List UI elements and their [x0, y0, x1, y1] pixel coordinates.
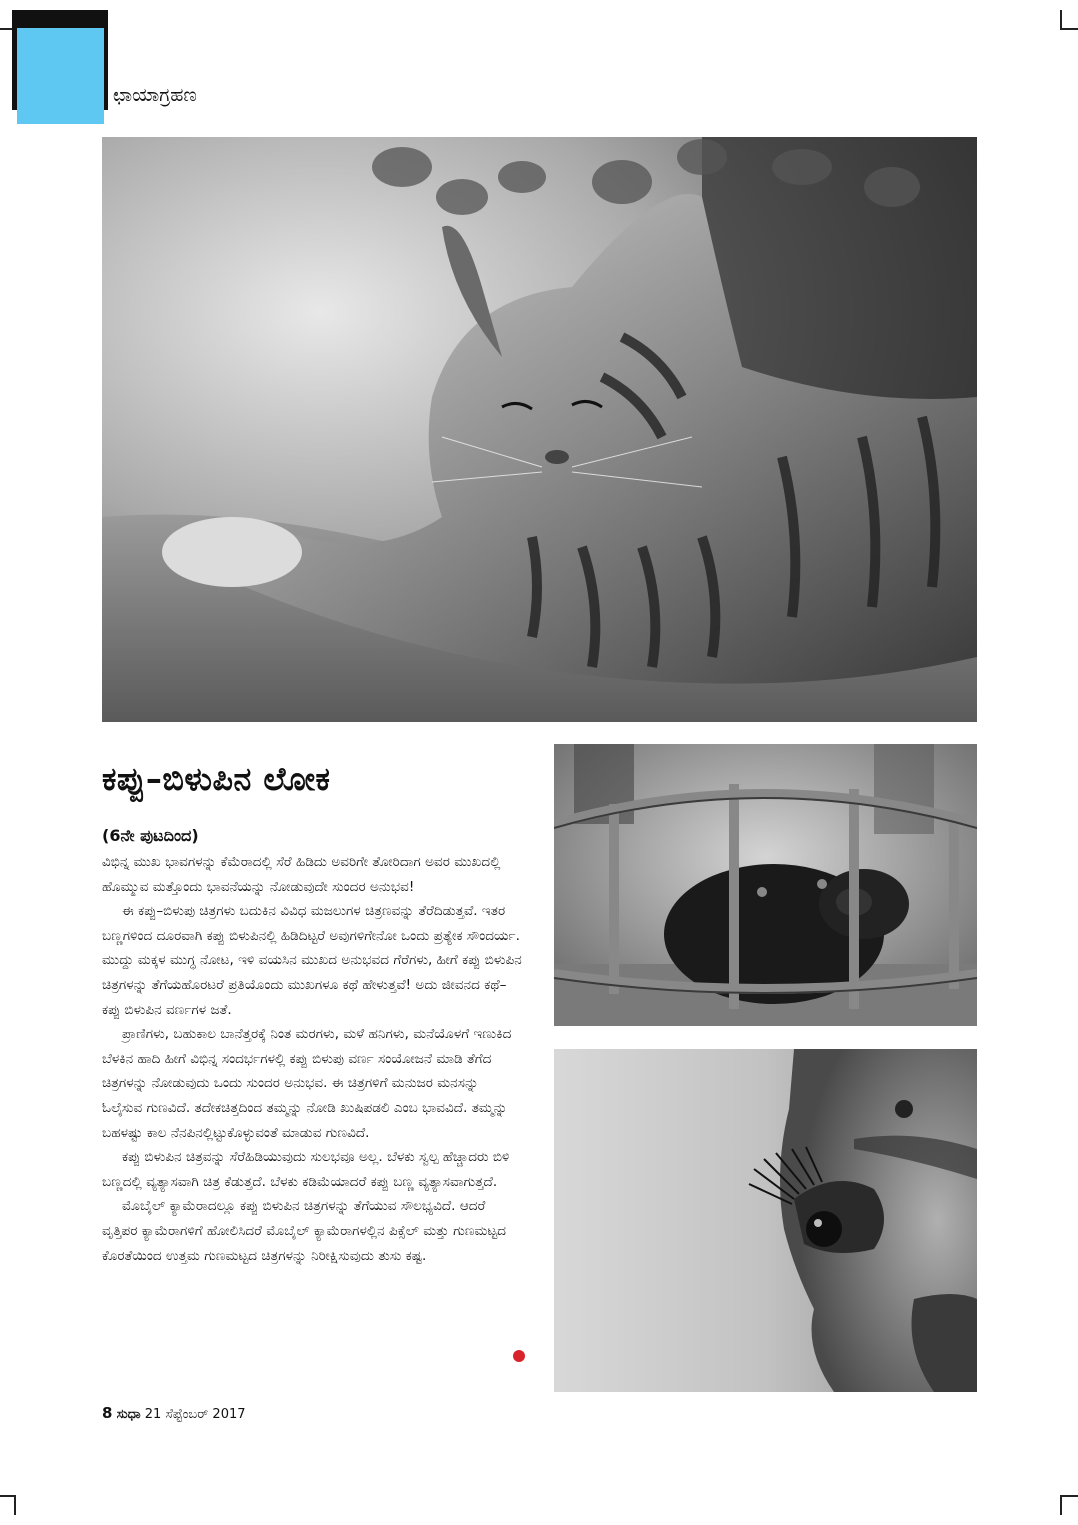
section-color-block-accent: [17, 28, 104, 124]
continued-from-note: (6ನೇ ಪುಟದಿಂದ): [102, 826, 199, 845]
crop-mark-bottom-right-v: [1060, 1495, 1062, 1515]
human-eye-closeup-icon: [554, 1049, 977, 1392]
dog-behind-bars-icon: [554, 744, 977, 1026]
cat-photo-icon: [102, 137, 977, 722]
eye-photo: [554, 1049, 977, 1392]
article-body: [102, 850, 522, 1268]
crop-mark-bottom-right-h: [1060, 1495, 1078, 1497]
paragraph-1: ವಿಭಿನ್ನ ಮುಖ ಭಾವಗಳನ್ನು ಕೆಮೆರಾದಲ್ಲಿ ಸೆರೆ ಹಿಡಿದು ಅವರಿಗೇ ತೋರಿದಾಗ ಅವರ ಮುಖದಲ್ಲಿ ಹೊಮ್ಮುವ ಮತ್ತೊಂದು ಭಾವನೆಯನ್ನು ನೋಡುವುದೇ ಸುಂದರ ಅನುಭವ!: [102, 854, 501, 895]
page-number: 8: [102, 1404, 113, 1422]
crop-mark-bottom-left-h: [0, 1495, 16, 1497]
crop-mark-top-right-h: [1060, 28, 1078, 30]
crop-mark-top-left-h: [0, 28, 12, 30]
paragraph-5: ಮೊಬೈಲ್ ಕ್ಯಾಮೆರಾದಲ್ಲೂ ಕಪ್ಪು ಬಿಳುಪಿನ ಚಿತ್ರಗಳನ್ನು ತೆಗೆಯುವ ಸೌಲಭ್ಯವಿದೆ. ಆದರೆ ವೃತ್ತಿಪರ ಕ್ಯಾಮೆರಾಗಳಿಗೆ ಹೋಲಿಸಿದರೆ ಮೊಬೈಲ್ ಕ್ಯಾಮೆರಾಗಳಲ್ಲಿನ ಪಿಕ್ಸೆಲ್ ಮತ್ತು ಗುಣಮಟ್ಟದ ಕೊರತೆಯಿಂದ ಉತ್ತಮ ಗುಣಮಟ್ಟದ ಚಿತ್ರಗಳನ್ನು ನಿರೀಕ್ಷಿಸುವುದು ತುಸು ಕಷ್ಟ.: [102, 1198, 507, 1264]
page-folio: [102, 1404, 246, 1422]
crop-mark-bottom-left-v: [14, 1495, 16, 1515]
magazine-name: ಸುಧಾ: [116, 1407, 141, 1422]
section-label: ಛಾಯಾಗ್ರಹಣ: [113, 84, 197, 106]
cat-photo: [102, 137, 977, 722]
section-color-block: [12, 10, 108, 110]
paragraph-2: ಈ ಕಪ್ಪು–ಬಿಳುಪು ಚಿತ್ರಗಳು ಬದುಕಿನ ವಿವಿಧ ಮಜಲುಗಳ ಚಿತ್ರಣವನ್ನು ತೆರೆದಿಡುತ್ತವೆ. ಇತರ ಬಣ್ಣಗಳಿಂದ ದೂರವಾಗಿ ಕಪ್ಪು ಬಿಳುಪಿನಲ್ಲಿ ಹಿಡಿದಿಟ್ಟರೆ ಅವುಗಳಿಗೇನೋ ಒಂದು ಪ್ರತ್ಯೇಕ ಸೌಂದರ್ಯ. ಮುದ್ದು ಮಕ್ಕಳ ಮುಗ್ಧ ನೋಟ, ಇಳಿ ವಯಸಿನ ಮುಖದ ಅನುಭವದ ಗೆರೆಗಳು, ಹೀಗೆ ಕಪ್ಪು ಬಿಳುಪಿನ ಚಿತ್ರಗಳನ್ನು ತೆಗೆಯಹೊರಟರೆ ಪ್ರತಿಯೊಂದು ಮುಖಗಳೂ ಕಥೆ ಹೇಳುತ್ತವೆ! ಅದು ಜೀವನದ ಕಥೆ– ಕಪ್ಪು ಬಿಳುಪಿನ ವರ್ಣಗಳ ಜತೆ.: [102, 903, 522, 1018]
article-end-mark: [513, 1350, 525, 1362]
issue-date: 21 ಸೆಪ್ಟೆಂಬರ್ 2017: [144, 1407, 246, 1422]
dog-photo: [554, 744, 977, 1026]
crop-mark-top-right-v: [1060, 10, 1062, 30]
paragraph-3: ಪ್ರಾಣಿಗಳು, ಬಹುಕಾಲ ಬಾನೆತ್ತರಕ್ಕೆ ನಿಂತ ಮರಗಳು, ಮಳೆ ಹನಿಗಳು, ಮನೆಯೊಳಗೆ ಇಣುಕಿದ ಬೆಳಕಿನ ಹಾದಿ ಹೀಗೆ ವಿಭಿನ್ನ ಸಂದರ್ಭಗಳಲ್ಲಿ ಕಪ್ಪು ಬಿಳುಪು ವರ್ಣ ಸಂಯೋಜನೆ ಮಾಡಿ ತೆಗೆದ ಚಿತ್ರಗಳನ್ನು ನೋಡುವುದು ಒಂದು ಸುಂದರ ಅನುಭವ. ಈ ಚಿತ್ರಗಳಿಗೆ ಮನುಜರ ಮನಸನ್ನು ಓಲೈಸುವ ಗುಣವಿದೆ. ತದೇಕಚಿತ್ತದಿಂದ ತಮ್ಮನ್ನು ನೋಡಿ ಖುಷಿಪಡಲಿ ಎಂಬ ಭಾವವಿದೆ. ತಮ್ಮನ್ನು ಬಹಳಷ್ಟು ಕಾಲ ನೆನಪಿನಲ್ಲಿಟ್ಟುಕೊಳ್ಳುವಂತೆ ಮಾಡುವ ಗುಣವಿದೆ.: [102, 1026, 512, 1141]
article-headline: ಕಪ್ಪು–ಬಿಳುಪಿನ ಲೋಕ: [102, 760, 331, 798]
paragraph-4: ಕಪ್ಪು ಬಿಳುಪಿನ ಚಿತ್ರವನ್ನು ಸೆರೆಹಿಡಿಯುವುದು ಸುಲಭವೂ ಅಲ್ಲ. ಬೆಳಕು ಸ್ವಲ್ಪ ಹೆಚ್ಚಾದರು ಬಿಳಿ ಬಣ್ಣದಲ್ಲಿ ವ್ಯತ್ಯಾಸವಾಗಿ ಚಿತ್ರ ಕೆಡುತ್ತದೆ. ಬೆಳಕು ಕಡಿಮೆಯಾದರೆ ಕಪ್ಪು ಬಣ್ಣ ವ್ಯತ್ಯಾಸವಾಗುತ್ತದೆ.: [102, 1149, 510, 1190]
